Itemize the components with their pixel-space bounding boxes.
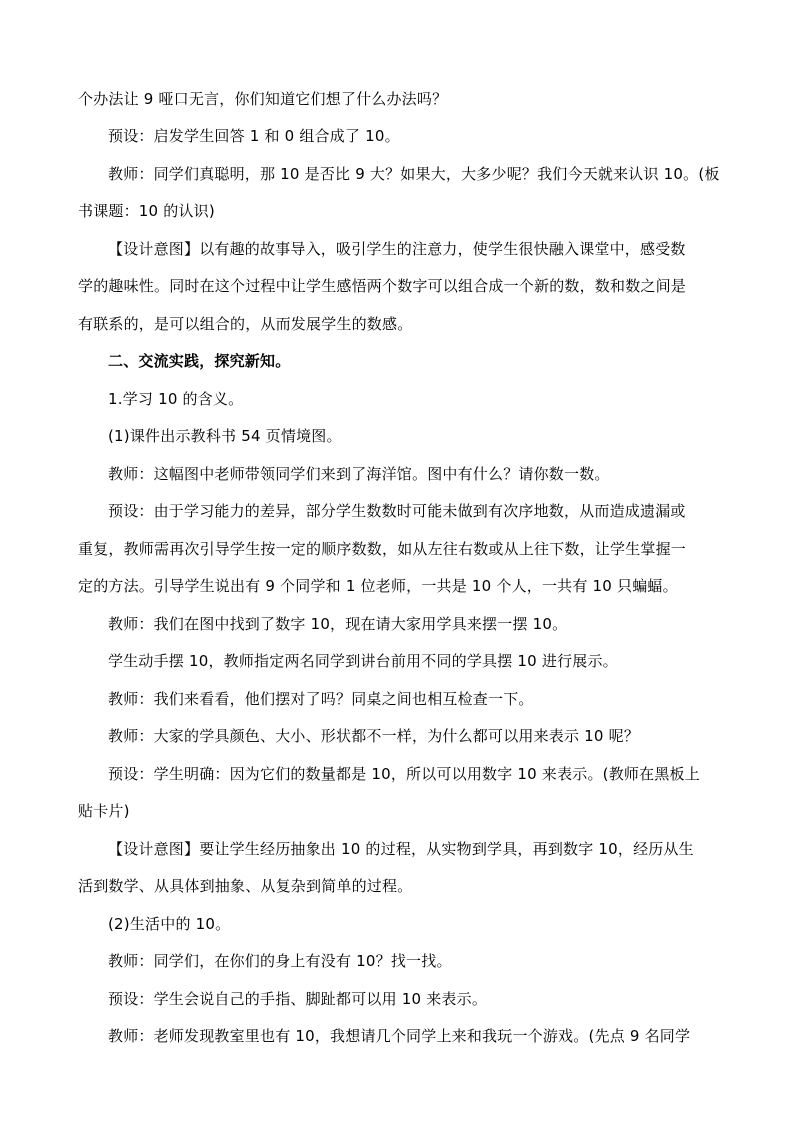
paragraph-line: 教师：我们在图中找到了数字 10，现在请大家用学具来摆一摆 10。 [108, 615, 568, 633]
paragraph-line: 教师：同学们，在你们的身上有没有 10？找一找。 [108, 952, 452, 970]
paragraph-line: 重复，教师需再次引导学生按一定的顺序数数，如从左往右数或从上往下数，让学生掌握一 [78, 540, 687, 558]
paragraph-line: 书课题：10 的认识) [78, 202, 215, 220]
paragraph-line: 预设：启发学生回答 1 和 0 组合成了 10。 [108, 127, 400, 145]
paragraph-line: 教师：大家的学具颜色、大小、形状都不一样，为什么都可以用来表示 10 呢？ [108, 727, 640, 745]
paragraph-line: 教师：老师发现教室里也有 10，我想请几个同学上来和我玩一个游戏。(先点 9 名同学 [108, 1027, 691, 1045]
subsection-heading: (2)生活中的 10。 [108, 915, 231, 933]
section-heading: 二、交流实践，探究新知。 [108, 352, 291, 370]
paragraph-line: 教师：这幅图中老师带领同学们来到了海洋馆。图中有什么？请你数一数。 [108, 465, 610, 483]
paragraph-line: (1)课件出示教科书 54 页情境图。 [108, 427, 342, 445]
paragraph-line: 学生动手摆 10，教师指定两名同学到讲台前用不同的学具摆 10 进行展示。 [108, 652, 618, 670]
paragraph-line: 教师：同学们真聪明，那 10 是否比 9 大？如果大，大多少呢？我们今天就来认识 10。(板 [108, 165, 720, 183]
paragraph-line: 贴卡片) [78, 802, 130, 820]
paragraph-line: 定的方法。引导学生说出有 9 个同学和 1 位老师，一共是 10 个人，一共有 10 只蝙蝠。 [78, 577, 678, 595]
paragraph-line: 预设：学生会说自己的手指、脚趾都可以用 10 来表示。 [108, 990, 488, 1008]
paragraph-line: 活到数学、从具体到抽象、从复杂到简单的过程。 [78, 877, 413, 895]
subsection-heading: 1.学习 10 的含义。 [108, 390, 244, 408]
paragraph-line: 教师：我们来看看，他们摆对了吗？同桌之间也相互检查一下。 [108, 690, 534, 708]
paragraph-line: 预设：由于学习能力的差异，部分学生数数时可能未做到有次序地数，从而造成遗漏或 [108, 502, 686, 520]
design-intent-line: 【设计意图】要让学生经历抽象出 10 的过程，从实物到学具，再到数字 10，经历从生 [108, 840, 694, 858]
paragraph-line: 预设：学生明确：因为它们的数量都是 10，所以可以用数字 10 来表示。(教师在黑板上 [108, 765, 700, 783]
paragraph-line: 学的趣味性。同时在这个过程中让学生感悟两个数字可以组合成一个新的数，数和数之间是 [78, 277, 687, 295]
paragraph-line: 个办法让 9 哑口无言，你们知道它们想了什么办法吗？ [78, 90, 448, 108]
design-intent-line: 【设计意图】以有趣的故事导入，吸引学生的注意力，使学生很快融入课堂中，感受数 [108, 240, 686, 258]
paragraph-line: 有联系的，是可以组合的，从而发展学生的数感。 [78, 315, 413, 333]
